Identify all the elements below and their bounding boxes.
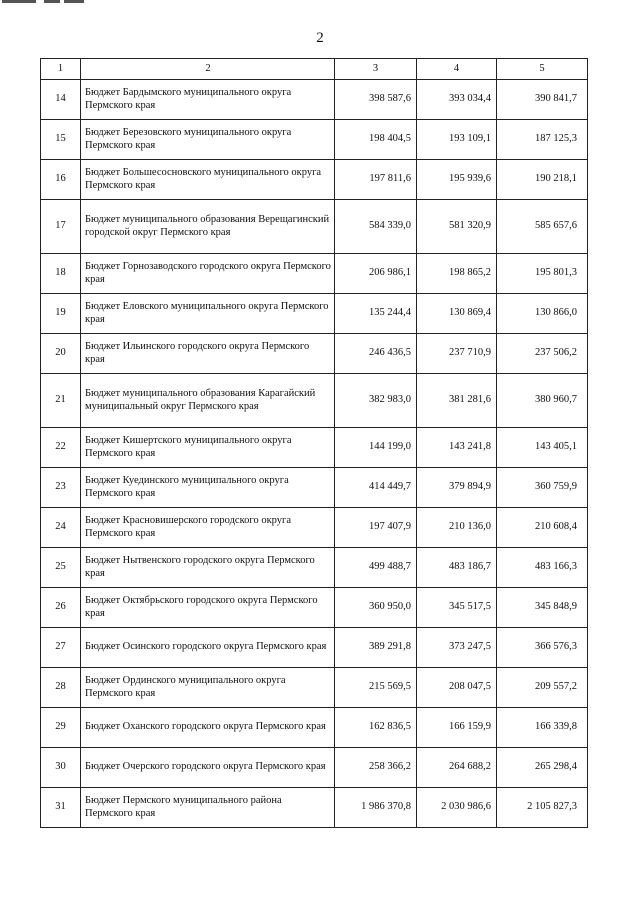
budget-name: Бюджет Большесосновского муниципального округа Пермского края — [81, 160, 335, 200]
header-col-3: 3 — [335, 59, 417, 80]
page-number: 2 — [316, 30, 324, 46]
value-col-3: 197 407,9 — [335, 508, 417, 548]
value-col-5: 483 166,3 — [497, 548, 588, 588]
value-col-5: 209 557,2 — [497, 668, 588, 708]
budget-name: Бюджет Нытвенского городского округа Пермского края — [81, 548, 335, 588]
value-col-4: 193 109,1 — [417, 120, 497, 160]
row-number: 23 — [41, 468, 81, 508]
budget-name: Бюджет Красновишерского городского округа Пермского края — [81, 508, 335, 548]
value-col-5: 390 841,7 — [497, 80, 588, 120]
value-col-4: 381 281,6 — [417, 374, 497, 428]
value-col-4: 208 047,5 — [417, 668, 497, 708]
table-row — [41, 588, 588, 628]
value-col-5: 2 105 827,3 — [497, 788, 588, 828]
table-row — [41, 254, 588, 294]
table-row — [41, 334, 588, 374]
table-row — [41, 294, 588, 334]
value-col-5: 237 506,2 — [497, 334, 588, 374]
value-col-4: 210 136,0 — [417, 508, 497, 548]
value-col-5: 195 801,3 — [497, 254, 588, 294]
value-col-5: 345 848,9 — [497, 588, 588, 628]
value-col-3: 258 366,2 — [335, 748, 417, 788]
value-col-3: 499 488,7 — [335, 548, 417, 588]
table-row — [41, 200, 588, 254]
value-col-3: 360 950,0 — [335, 588, 417, 628]
value-col-5: 143 405,1 — [497, 428, 588, 468]
row-number: 17 — [41, 200, 81, 254]
value-col-4: 130 869,4 — [417, 294, 497, 334]
value-col-3: 144 199,0 — [335, 428, 417, 468]
table-row — [41, 628, 588, 668]
value-col-5: 360 759,9 — [497, 468, 588, 508]
table-header-row — [41, 59, 588, 80]
row-number: 16 — [41, 160, 81, 200]
row-number: 24 — [41, 508, 81, 548]
value-col-5: 190 218,1 — [497, 160, 588, 200]
value-col-3: 135 244,4 — [335, 294, 417, 334]
budget-name: Бюджет Пермского муниципального района Пермского края — [81, 788, 335, 828]
value-col-5: 166 339,8 — [497, 708, 588, 748]
value-col-3: 382 983,0 — [335, 374, 417, 428]
budget-name: Бюджет Ильинского городского округа Пермского края — [81, 334, 335, 374]
value-col-3: 246 436,5 — [335, 334, 417, 374]
budget-name: Бюджет Кишертского муниципального округа Пермского края — [81, 428, 335, 468]
budget-name: Бюджет Куединского муниципального округа Пермского края — [81, 468, 335, 508]
value-col-4: 198 865,2 — [417, 254, 497, 294]
value-col-5: 380 960,7 — [497, 374, 588, 428]
table-row — [41, 120, 588, 160]
value-col-5: 130 866,0 — [497, 294, 588, 334]
value-col-4: 2 030 986,6 — [417, 788, 497, 828]
budget-name: Бюджет муниципального образования Карагайский муниципальный округ Пермского края — [81, 374, 335, 428]
value-col-5: 366 576,3 — [497, 628, 588, 668]
value-col-3: 162 836,5 — [335, 708, 417, 748]
value-col-4: 237 710,9 — [417, 334, 497, 374]
budget-name: Бюджет муниципального образования Верещагинский городской округ Пермского края — [81, 200, 335, 254]
value-col-4: 195 939,6 — [417, 160, 497, 200]
value-col-4: 581 320,9 — [417, 200, 497, 254]
value-col-4: 393 034,4 — [417, 80, 497, 120]
row-number: 21 — [41, 374, 81, 428]
table-row — [41, 428, 588, 468]
budget-name: Бюджет Ординского муниципального округа Пермского края — [81, 668, 335, 708]
value-col-5: 265 298,4 — [497, 748, 588, 788]
row-number: 31 — [41, 788, 81, 828]
row-number: 18 — [41, 254, 81, 294]
row-number: 25 — [41, 548, 81, 588]
value-col-3: 197 811,6 — [335, 160, 417, 200]
budget-name: Бюджет Горнозаводского городского округа Пермского края — [81, 254, 335, 294]
row-number: 28 — [41, 668, 81, 708]
value-col-5: 187 125,3 — [497, 120, 588, 160]
value-col-4: 264 688,2 — [417, 748, 497, 788]
value-col-4: 483 186,7 — [417, 548, 497, 588]
budget-name: Бюджет Березовского муниципального округа Пермского края — [81, 120, 335, 160]
budget-name: Бюджет Октябрьского городского округа Пермского края — [81, 588, 335, 628]
table-row — [41, 548, 588, 588]
value-col-3: 584 339,0 — [335, 200, 417, 254]
budget-table — [40, 58, 588, 828]
table-row — [41, 708, 588, 748]
value-col-4: 143 241,8 — [417, 428, 497, 468]
row-number: 27 — [41, 628, 81, 668]
budget-name: Бюджет Осинского городского округа Пермского края — [81, 628, 335, 668]
row-number: 15 — [41, 120, 81, 160]
row-number: 22 — [41, 428, 81, 468]
row-number: 14 — [41, 80, 81, 120]
value-col-5: 585 657,6 — [497, 200, 588, 254]
budget-name: Бюджет Бардымского муниципального округа Пермского края — [81, 80, 335, 120]
value-col-3: 389 291,8 — [335, 628, 417, 668]
row-number: 29 — [41, 708, 81, 748]
value-col-3: 206 986,1 — [335, 254, 417, 294]
table-row — [41, 468, 588, 508]
value-col-3: 398 587,6 — [335, 80, 417, 120]
header-col-2: 2 — [81, 59, 335, 80]
row-number: 26 — [41, 588, 81, 628]
table-row — [41, 748, 588, 788]
header-col-4: 4 — [417, 59, 497, 80]
table-row — [41, 374, 588, 428]
value-col-4: 373 247,5 — [417, 628, 497, 668]
value-col-3: 215 569,5 — [335, 668, 417, 708]
budget-name: Бюджет Еловского муниципального округа Пермского края — [81, 294, 335, 334]
row-number: 30 — [41, 748, 81, 788]
value-col-4: 166 159,9 — [417, 708, 497, 748]
value-col-4: 379 894,9 — [417, 468, 497, 508]
value-col-3: 414 449,7 — [335, 468, 417, 508]
header-col-1: 1 — [41, 59, 81, 80]
budget-name: Бюджет Оханского городского округа Пермского края — [81, 708, 335, 748]
scan-edge-mark — [0, 0, 88, 3]
row-number: 20 — [41, 334, 81, 374]
table-row — [41, 668, 588, 708]
value-col-3: 198 404,5 — [335, 120, 417, 160]
header-col-5: 5 — [497, 59, 588, 80]
table-row — [41, 160, 588, 200]
row-number: 19 — [41, 294, 81, 334]
table-row — [41, 508, 588, 548]
value-col-4: 345 517,5 — [417, 588, 497, 628]
table-row — [41, 80, 588, 120]
budget-name: Бюджет Очерского городского округа Пермского края — [81, 748, 335, 788]
table-row — [41, 788, 588, 828]
value-col-3: 1 986 370,8 — [335, 788, 417, 828]
value-col-5: 210 608,4 — [497, 508, 588, 548]
